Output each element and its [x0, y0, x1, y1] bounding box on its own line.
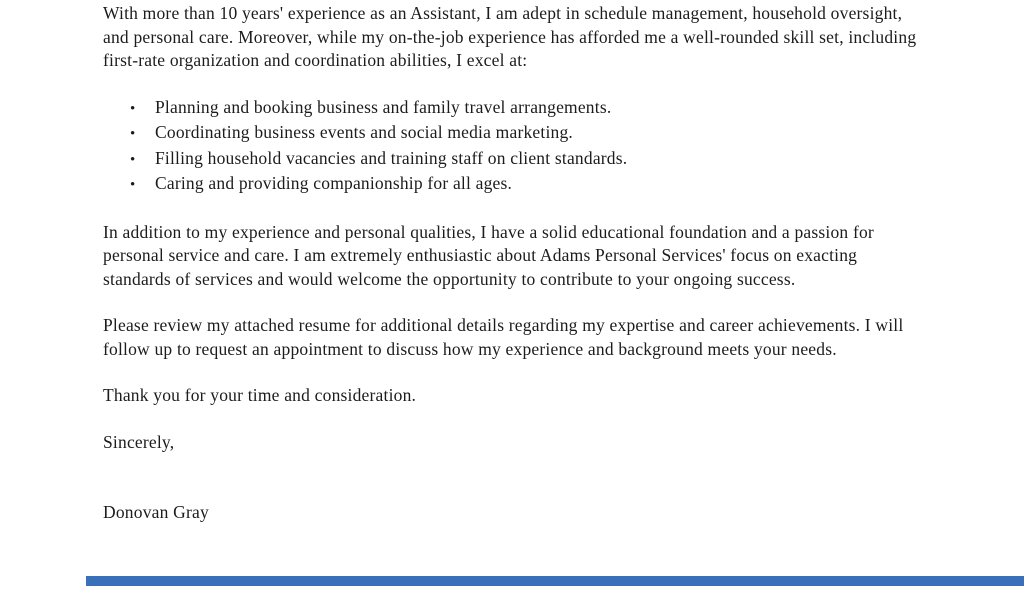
bullet-icon: • — [130, 126, 136, 142]
resume-paragraph: Please review my attached resume for additional details regarding my expertise and career achievements. I will follow up to request an appointment to discuss how my experience and background meets your needs. — [103, 315, 904, 359]
list-item — [130, 96, 923, 122]
bullet-icon: • — [130, 177, 136, 193]
list-item — [130, 172, 923, 198]
list-item-text: Caring and providing companionship for all ages. — [155, 173, 513, 193]
thanks-line: Thank you for your time and consideration. — [103, 385, 417, 405]
intro-paragraph: With more than 10 years' experience as an Assistant, I am adept in schedule management, household oversight, and personal care. Moreover, while my on-the-job experience has afforded me a well-rounded skill set, including first-rate organization and coordination abilities, I excel at: — [103, 3, 917, 70]
list-item — [130, 121, 923, 147]
list-item-text: Coordinating business events and social media marketing. — [155, 122, 573, 142]
list-item-text: Planning and booking business and family travel arrangements. — [155, 96, 612, 117]
footer-accent-bar — [86, 576, 1024, 586]
bullet-icon: • — [130, 100, 136, 117]
letter-body — [103, 2, 923, 525]
bullet-icon: • — [130, 151, 136, 168]
signature-name: Donovan Gray — [103, 502, 209, 522]
list-item — [130, 147, 923, 173]
closing-line: Sincerely, — [103, 431, 175, 452]
list-item-text: Filling household vacancies and training staff on client standards. — [155, 147, 628, 168]
qualities-paragraph: In addition to my experience and personal qualities, I have a solid educational foundation and a passion for personal service and care. I am extremely enthusiastic about Adams Personal Services' focus on exacting standards of services and would welcome the opportunity to contribute to your ongoing success. — [103, 221, 874, 289]
skills-list — [103, 96, 923, 198]
